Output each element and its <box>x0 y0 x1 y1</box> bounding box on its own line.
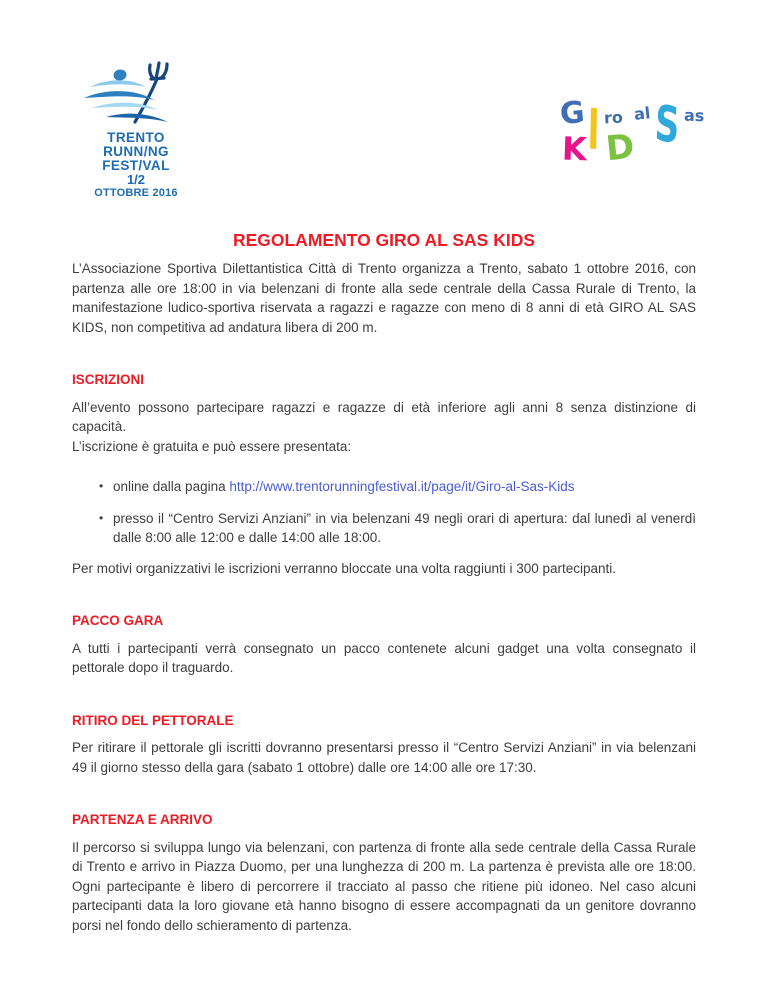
list-item <box>113 477 696 497</box>
logo-letters-as: as <box>683 105 705 126</box>
document-body <box>0 228 768 935</box>
giro-al-sas-kids-logo <box>560 96 710 174</box>
logo-line-running: RUNN/NG <box>103 144 169 159</box>
paragraph: Il percorso si sviluppa lungo via belenzani, con partenza di fronte alla sede centrale della Cassa Rurale di Trento e arrivo in Piazza Duomo, per una lunghezza di 200 m. La partenza è prevista alle ore 18:00. Ogni partecipante è libero di percorrere il tracciato al passo che ritiene più idoneo. Nel caso alcuni partecipanti data la loro giovane età hanno bisogno di essere accompagnati da un genitore dovranno porsi nel fondo dello schieramento di partenza. <box>72 839 696 933</box>
paragraph <box>72 398 696 457</box>
iscrizioni-text-2: L’iscrizione è gratuita e può essere presentata: <box>72 438 352 454</box>
logo-letters-al: al <box>633 103 652 124</box>
section-heading-ritiro-del-pettorale: RITIRO DEL PETTORALE <box>72 712 234 728</box>
logo-line-month: OTTOBRE 2016 <box>94 187 178 199</box>
paragraph: A tutti i partecipanti verrà consegnato un pacco contenete alcuni gadget una volta consegnato il pettorale dopo il traguardo. <box>72 640 696 675</box>
logo-letter-g: G <box>558 94 587 133</box>
logo-letter-s: S <box>653 94 682 156</box>
logo-letter-d: D <box>603 126 637 170</box>
logo-letter-i: I <box>586 95 601 164</box>
trento-running-festival-logo <box>80 60 192 200</box>
page-header <box>0 0 768 199</box>
section-heading-pacco-gara: PACCO GARA <box>72 613 164 628</box>
runner-trident-icon <box>80 60 192 130</box>
iscrizioni-text-1: All’evento possono partecipare ragazzi e ragazze di età inferiore agli anni 8 senza distinzione di capacità. <box>72 399 696 434</box>
list-item: • presso il “Centro Servizi Anziani” in via belenzani 49 negli orari di apertura: dal lunedì al venerdì dalle 8:00 alle 12:00 e dalle 14:00 alle 18:00. <box>113 509 696 548</box>
logo-line-dates: 1/2 <box>126 172 146 187</box>
logo-letter-k: K <box>561 129 588 169</box>
logo-line-festival: FEST/VAL <box>102 158 170 173</box>
logo-line-trento: TRENTO <box>107 130 165 145</box>
logo-letters-ro: ro <box>603 107 624 128</box>
bullet-text: online dalla pagina <box>113 479 230 494</box>
registration-link[interactable]: http://www.trentorunningfestival.it/page/it/Giro-al-Sas-Kids <box>229 479 575 494</box>
intro-paragraph: L’Associazione Sportiva Dilettantistica Città di Trento organizza a Trento, sabato 1 ottobre 2016, con partenza alle ore 18:00 in via belenzani di fronte alla sede centrale della Cassa Rurale di Trento, la manifestazione ludico-sportiva riservata a ragazzi e ragazze con meno di 8 anni di età GIRO AL SAS KIDS, non competitiva ad andatura libera di 200 m. <box>72 261 696 335</box>
document-title: REGOLAMENTO GIRO AL SAS KIDS <box>232 230 536 250</box>
section-heading-partenza-e-arrivo: PARTENZA E ARRIVO <box>72 812 213 827</box>
paragraph: Per ritirare il pettorale gli iscritti dovranno presentarsi presso il “Centro Servizi Anziani” in via belenzani 49 il giorno stesso della gara (sabato 1 ottobre) dalle ore 14:00 alle ore 17:30. <box>72 740 696 775</box>
section-heading-iscrizioni: ISCRIZIONI <box>72 372 145 387</box>
registration-options-list <box>72 477 696 548</box>
paragraph: Per motivi organizzativi le iscrizioni verranno bloccate una volta raggiunti i 300 partecipanti. <box>72 560 617 576</box>
